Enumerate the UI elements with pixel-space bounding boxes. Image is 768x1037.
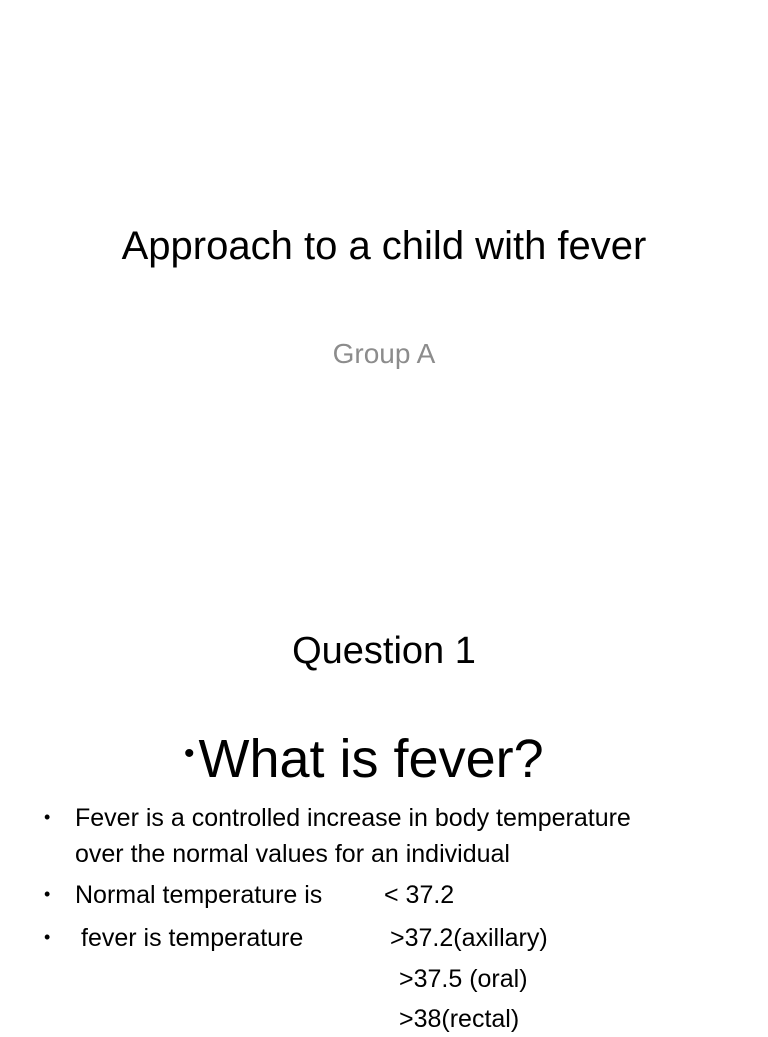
question-title: Question 1 [292,630,476,672]
bullet-icon: • [184,737,195,770]
slide-subtitle: Group A [332,338,436,369]
bullet-value: >37.5 (oral) [399,965,528,993]
question-bullet-item [184,726,544,801]
bullet-icon: • [44,807,51,827]
bullet-value: >38(rectal) [399,1005,520,1033]
bullet-text-line: Fever is a controlled increase in body temperature [75,804,631,832]
bullet-value: >37.2(axillary) [390,924,548,952]
bullet-label: Normal temperature is [75,881,323,909]
slide-title: Approach to a child with fever [121,224,647,268]
bullet-icon: • [44,927,51,947]
bullet-text-line: over the normal values for an individual [75,840,510,868]
question-text: What is fever? [198,729,544,789]
bullet-icon: • [44,884,51,904]
bullet-label: fever is temperature [81,924,304,952]
bullet-value: < 37.2 [384,881,455,909]
